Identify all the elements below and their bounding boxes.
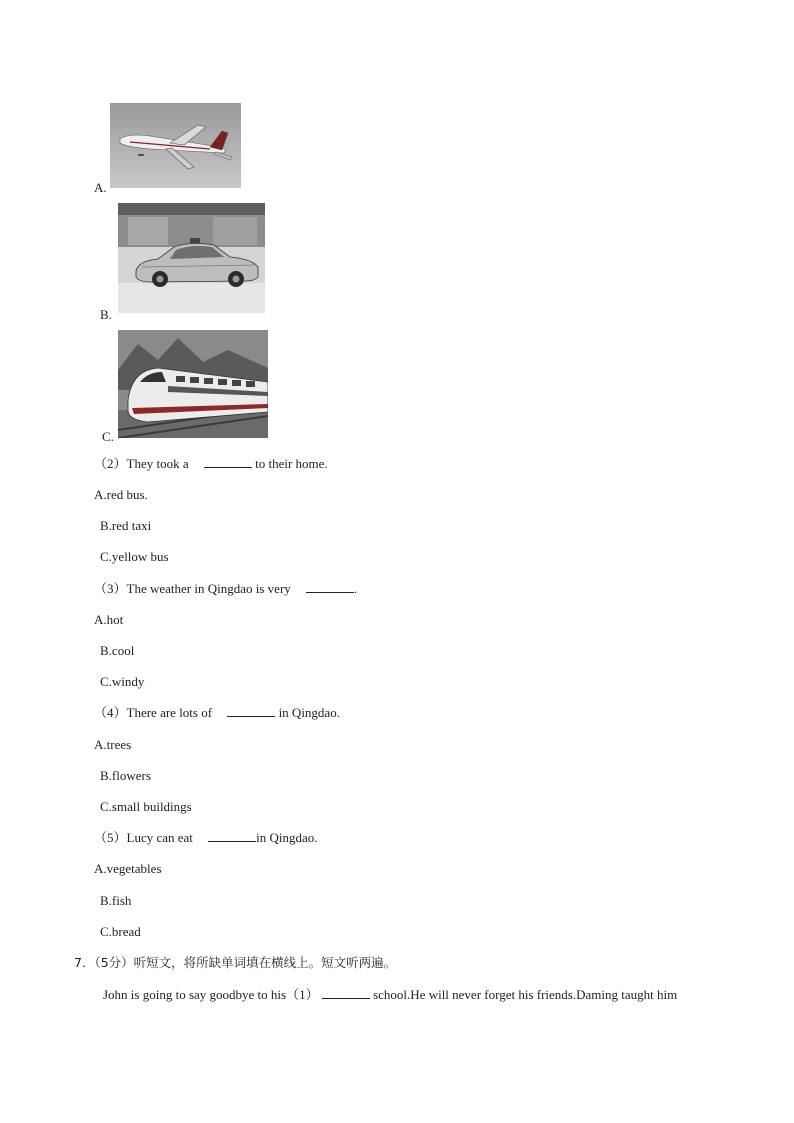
q4-option-b[interactable]: B.flowers xyxy=(100,768,151,783)
passage-text: John is going to say goodbye to his（1） xyxy=(103,987,319,1002)
q4-option-a[interactable]: A.trees xyxy=(94,737,132,752)
answer-blank[interactable] xyxy=(204,456,252,468)
q3-option-b[interactable]: B.cool xyxy=(100,643,135,658)
question-text-after: in Qingdao. xyxy=(256,830,318,845)
q3-option-c[interactable]: C.windy xyxy=(100,674,145,689)
answer-blank[interactable] xyxy=(208,830,256,842)
question-number: （5） xyxy=(94,830,127,845)
question-2 xyxy=(94,456,328,472)
q2-option-a[interactable]: A.red bus. xyxy=(94,487,148,502)
question-number: （4） xyxy=(94,705,127,720)
question-5 xyxy=(94,830,318,846)
q2-option-b[interactable]: B.red taxi xyxy=(100,518,152,533)
option-letter-c: C. xyxy=(102,429,114,444)
question-text: They took a xyxy=(126,456,189,471)
question-4 xyxy=(94,705,340,721)
question-text: There are lots of xyxy=(126,705,213,720)
question-text: The weather in Qingdao is very xyxy=(126,581,291,596)
question-text: Lucy can eat xyxy=(126,830,193,845)
option-letter-a: A. xyxy=(94,180,107,195)
q2-option-c[interactable]: C.yellow bus xyxy=(100,549,169,564)
question-3 xyxy=(94,581,357,597)
option-letter-b: B. xyxy=(100,307,112,322)
answer-blank[interactable] xyxy=(322,987,370,999)
question-number: （3） xyxy=(94,581,127,596)
train-photo xyxy=(118,330,268,438)
q5-option-a[interactable]: A.vegetables xyxy=(94,861,162,876)
q5-option-b[interactable]: B.fish xyxy=(100,893,132,908)
q5-option-c[interactable]: C.bread xyxy=(100,924,141,939)
section-7-passage xyxy=(103,987,677,1003)
question-text-after: in Qingdao. xyxy=(278,705,340,720)
taxi-photo xyxy=(118,203,265,313)
question-text-after: . xyxy=(354,581,358,596)
answer-blank[interactable] xyxy=(306,581,354,593)
passage-text-after: school.He will never forget his friends.Daming taught him xyxy=(373,987,678,1002)
section-7-heading: 7．（5分）听短文，将所缺单词填在横线上。短文听两遍。 xyxy=(74,955,397,970)
q3-option-a[interactable]: A.hot xyxy=(94,612,124,627)
airplane-photo xyxy=(110,103,241,188)
question-number: （2） xyxy=(94,456,127,471)
answer-blank[interactable] xyxy=(227,705,275,717)
q4-option-c[interactable]: C.small buildings xyxy=(100,799,192,814)
question-text-after: to their home. xyxy=(255,456,328,471)
